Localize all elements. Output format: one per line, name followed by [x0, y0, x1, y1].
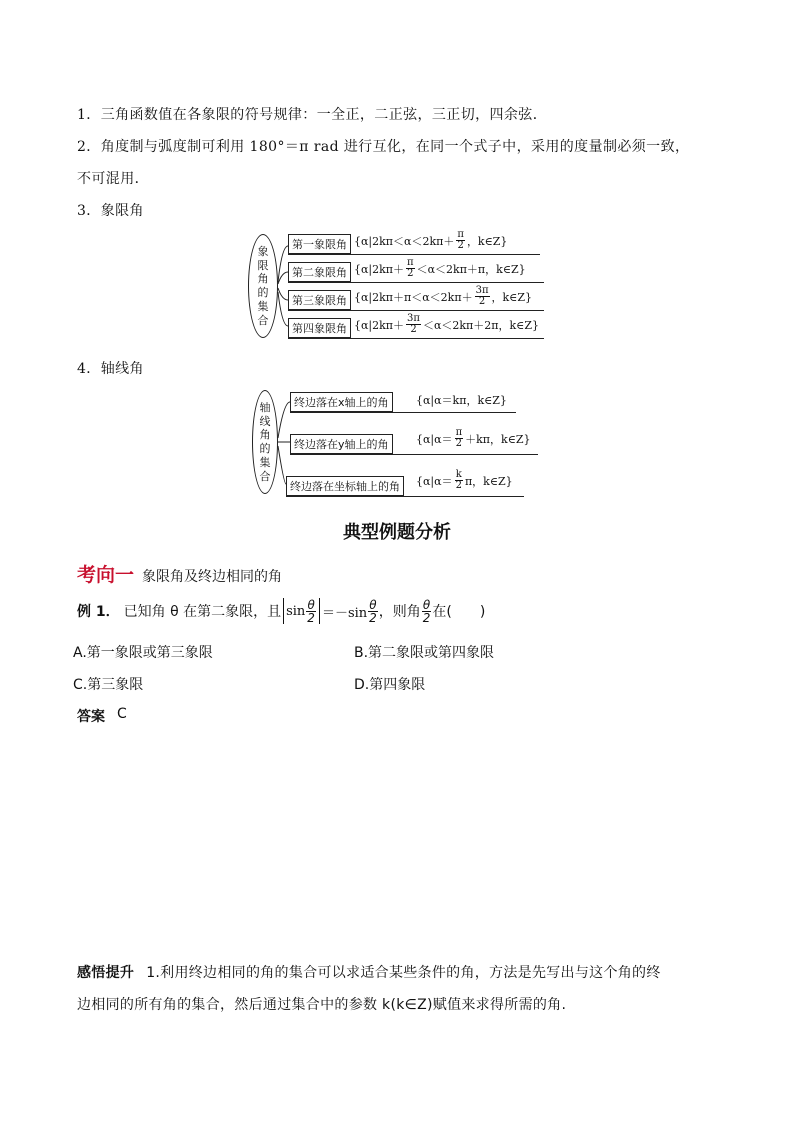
set-fraction — [406, 258, 415, 279]
frac-den: 2 — [455, 438, 463, 449]
item-3: 3．象限角 — [77, 203, 144, 219]
insight-text-1: 1.利用终边相同的角的集合可以求适合某些条件的角，方法是先写出与这个角的终 — [146, 965, 661, 981]
frac-den: 2 — [455, 480, 462, 491]
quadrant-4-set — [354, 314, 539, 335]
y-axis-set — [416, 428, 531, 449]
quadrant-3-set — [354, 286, 532, 307]
option-d: D.第四象限 — [354, 677, 426, 693]
item-1: 1．三角函数值在各象限的符号规律：一全正，二正弦，三正切，四余弦． — [77, 107, 548, 123]
direction-heading — [77, 560, 282, 587]
set-post: ＋kπ，k∈Z} — [465, 432, 531, 446]
set-pre: {α|α＝ — [416, 432, 453, 446]
set-pre: {α|α＝kπ，k∈Z} — [416, 394, 507, 407]
option-a: A.第一象限或第三象限 — [73, 645, 213, 661]
option-b: B.第二象限或第四象限 — [354, 645, 495, 661]
quadrant-1-label: 第一象限角 — [288, 234, 351, 254]
oval-char: 的 — [257, 286, 269, 299]
set-fraction — [455, 470, 463, 491]
set-post: ＜α＜2kπ＋2π，k∈Z} — [422, 318, 539, 332]
quadrant-angle-diagram — [248, 226, 548, 342]
set-fraction — [455, 428, 464, 449]
frac-num: 3π — [407, 313, 420, 324]
quadrant-4-label: 第四象限角 — [288, 318, 351, 338]
oval-char: 集 — [257, 299, 269, 313]
underline — [286, 496, 524, 497]
quadrant-3-label: 第三象限角 — [288, 290, 351, 310]
set-fraction — [456, 230, 465, 251]
example-text-d: 在( ) — [432, 604, 486, 620]
frac-num: 3π — [475, 285, 489, 296]
underline — [288, 310, 544, 311]
coord-axis-set — [416, 470, 513, 491]
underline — [290, 454, 538, 455]
example-text-a: 已知角 θ 在第二象限，且 — [123, 604, 282, 620]
underline — [288, 282, 544, 283]
frac-den: 2 — [369, 610, 377, 625]
underline — [288, 338, 544, 339]
abs-frac — [306, 599, 316, 624]
oval-char: 象 — [257, 244, 269, 258]
set-pre: {α|α＝ — [416, 474, 453, 488]
set-fraction — [475, 286, 490, 307]
set-pre: {α|2kπ＜α＜2kπ＋ — [354, 234, 455, 248]
example-text-b: ＝－sin — [321, 605, 368, 621]
x-axis-set — [416, 392, 507, 408]
frac-num: θ — [307, 597, 315, 612]
coord-axis-label: 终边落在坐标轴上的角 — [286, 476, 404, 496]
oval-char: 合 — [259, 469, 271, 483]
frac-den: 2 — [407, 268, 414, 279]
frac-num: k — [455, 469, 462, 480]
example-1 — [77, 598, 485, 624]
set-pre: {α|2kπ＋ — [354, 318, 405, 332]
frac-num: π — [455, 427, 463, 438]
set-post: ＜α＜2kπ＋π，k∈Z} — [416, 262, 526, 276]
insight-line-2: 边相同的所有角的集合，然后通过集合中的参数 k(k∈Z)赋值来求得所需的角. — [77, 997, 567, 1013]
oval-char: 限 — [257, 258, 269, 272]
abs-bar-right — [319, 598, 320, 624]
oval-char: 角 — [259, 428, 271, 442]
answer — [77, 706, 127, 726]
axis-angle-diagram — [252, 388, 548, 498]
abs-bar-left — [283, 598, 284, 624]
set-post: ，k∈Z} — [491, 290, 532, 304]
set-pre: {α|2kπ＋π＜α＜2kπ＋ — [354, 290, 473, 304]
frac-den: 2 — [410, 324, 417, 335]
quadrant-2-set — [354, 258, 526, 279]
oval-char: 线 — [259, 414, 271, 428]
oval-char: 轴 — [259, 400, 271, 414]
oval-char: 集 — [259, 455, 271, 469]
y-axis-label: 终边落在y轴上的角 — [290, 434, 393, 454]
item-4: 4．轴线角 — [77, 361, 144, 377]
answer-value: C — [117, 706, 127, 722]
frac-den: 2 — [307, 610, 315, 625]
insight-label: 感悟提升 — [77, 965, 135, 981]
answer-label: 答案 — [77, 709, 105, 725]
set-pre: {α|2kπ＋ — [354, 262, 405, 276]
example-label: 例 1． — [77, 604, 120, 620]
frac-num: θ — [422, 597, 431, 612]
abs-fn: sin — [286, 603, 306, 619]
target-frac — [422, 599, 432, 624]
frac-den: 2 — [478, 296, 486, 307]
underline — [288, 254, 540, 255]
item-2-line-2: 不可混用． — [77, 171, 149, 187]
insight-line-1 — [77, 962, 661, 982]
frac-num: θ — [369, 597, 377, 612]
frac-num: π — [407, 257, 414, 268]
direction-tag: 考向一 — [77, 564, 135, 586]
oval-char: 的 — [259, 442, 271, 455]
example-text-c: ，则角 — [378, 604, 421, 620]
section-title: 典型例题分析 — [343, 522, 451, 543]
item-2-line-1: 2．角度制与弧度制可利用 180°＝π rad 进行互化，在同一个式子中，采用的度量制必须一致， — [77, 139, 690, 155]
underline — [290, 412, 516, 413]
quadrant-1-set — [354, 230, 507, 251]
quadrant-2-label: 第二象限角 — [288, 262, 351, 282]
frac-den: 2 — [457, 240, 464, 251]
oval-char: 合 — [257, 313, 269, 327]
frac-den: 2 — [422, 610, 431, 625]
set-fraction — [406, 314, 421, 335]
set-post: ，k∈Z} — [466, 234, 508, 248]
x-axis-label: 终边落在x轴上的角 — [290, 392, 393, 412]
option-c: C.第三象限 — [73, 677, 144, 693]
rhs-frac — [368, 599, 378, 624]
direction-text: 象限角及终边相同的角 — [142, 569, 283, 585]
oval-char: 角 — [257, 272, 269, 286]
set-post: π，k∈Z} — [464, 474, 513, 488]
frac-num: π — [457, 229, 464, 240]
